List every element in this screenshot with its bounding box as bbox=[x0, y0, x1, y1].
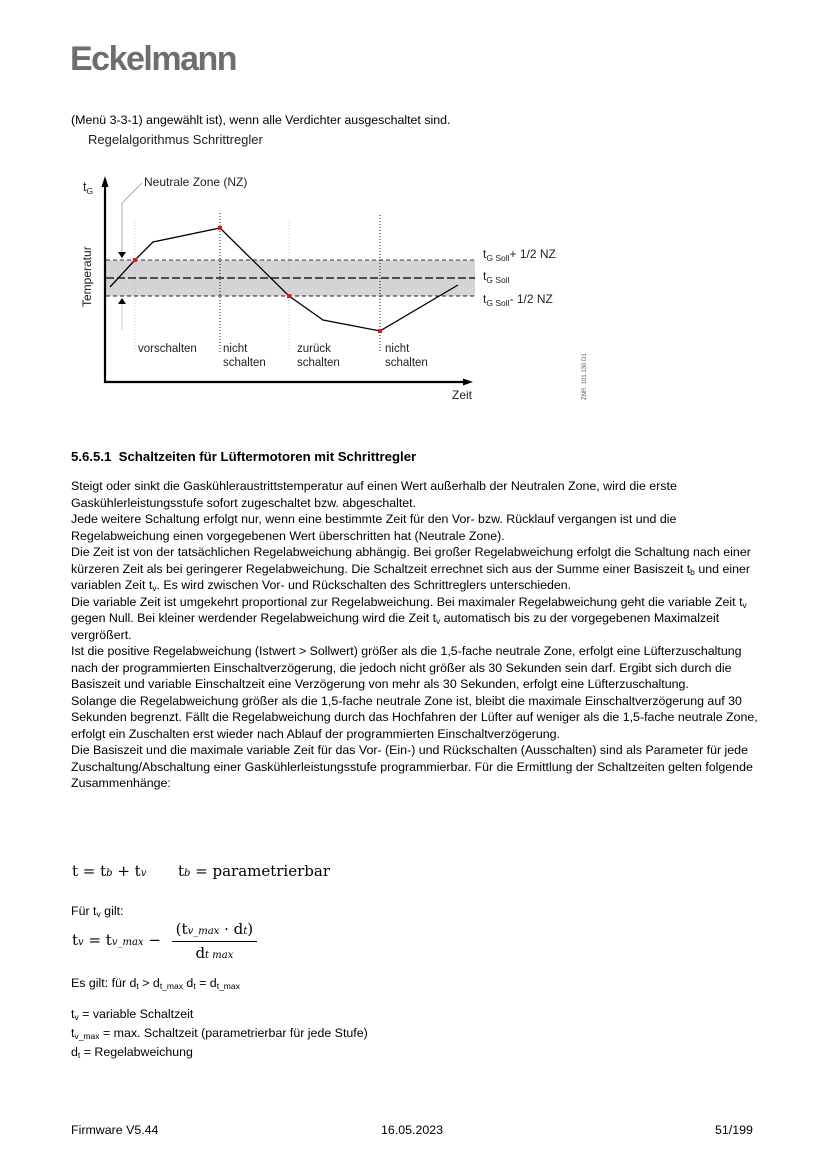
band-label-lower: $t_{G Soll}-$ 1/2 NZ bbox=[483, 292, 553, 308]
paragraph: Die Zeit ist von der tatsächlichen Regelabweichung abhängig. Bei großer Regelabweichung erfolgt die Schaltung nach einer kürzeren Zeit als bei geringerer Regelabweichung. Die Schaltzeit errechnet sich aus der Summe einer Basiszeit $t_b$ und einer variablen Zeit $t_v$. Es wird zwischen Vor- und Rückschalten des Schrittreglers unterschieden. bbox=[71, 545, 751, 593]
paragraph: Die Basiszeit und die maximale variable Zeit für das Vor- (Ein-) und Rückschalten (Ausschalten) sind als Parameter für jede Zuschaltung/Abschaltung einer Gaskühlerleistungsstufe programmierbar. Für die Ermittlung der Schaltzeiten gelten folgende Zusammenhänge: bbox=[71, 743, 753, 790]
phase-label-vorschalten: vorschalten bbox=[138, 343, 197, 355]
switch-point-marker bbox=[378, 329, 382, 333]
switch-point-marker bbox=[133, 258, 137, 262]
company-logo: Eckelmann bbox=[70, 40, 237, 78]
y-axis-symbol: $t_G$ bbox=[83, 180, 94, 196]
nz-leader-line bbox=[122, 183, 142, 258]
phase-label-nicht-schalten-2: nicht schalten bbox=[385, 343, 428, 369]
x-axis-label: Zeit bbox=[452, 388, 473, 402]
formula-condition: Es gilt: für $d_t > d_{t\_max}$ $d_t = d_{t\_max}$ bbox=[71, 976, 240, 991]
y-axis-label: Temperatur bbox=[80, 246, 94, 307]
y-axis-arrow-icon bbox=[102, 176, 109, 187]
intro-line: (Menü 3-3-1) angewählt ist), wenn alle Verdichter ausgeschaltet sind. bbox=[71, 113, 451, 127]
nz-arrow-down-icon bbox=[118, 252, 126, 258]
formula-variable-time: tv = tv_max − $\frac{(tv\_\max \cdot dt)}{\text{dt max}}$ bbox=[72, 920, 257, 962]
nz-arrow-up-icon bbox=[118, 298, 126, 304]
formula-total-time: t = tb + tv tb = parametrierbar bbox=[72, 862, 330, 880]
definition-item: $d_t$ = Regelabweichung bbox=[71, 1045, 193, 1060]
fraction: $\frac{(tv\_\max \cdot dt)}{\text{dt max}}$ bbox=[172, 920, 257, 962]
phase-label-zurueck-schalten: zurück schalten bbox=[297, 343, 340, 369]
section-title: Schaltzeiten für Lüftermotoren mit Schrittregler bbox=[118, 449, 417, 464]
band-label-upper: $t_{G Soll}+ 1/2$ NZ bbox=[483, 247, 556, 263]
switch-point-marker bbox=[218, 226, 222, 230]
footer-date: 16.05.2023 bbox=[381, 1123, 444, 1137]
body-text bbox=[71, 478, 761, 792]
paragraph: Jede weitere Schaltung erfolgt nur, wenn eine bestimmte Zeit für den Vor- bzw. Rücklauf vergangen ist und die Regelabweichung einen vorgegebenen Wert überschritten hat (Neutrale Zone). bbox=[71, 512, 677, 543]
drawing-id: ZNR. 101 130 D1 bbox=[582, 353, 588, 400]
footer-firmware: Firmware V5.44 bbox=[71, 1123, 159, 1137]
section-heading bbox=[71, 449, 416, 464]
definition-item: $t_v$ = variable Schaltzeit bbox=[71, 1007, 194, 1022]
definition-item: $t_{v\_max} = \max$. Schaltzeit (parametrierbar für jede Stufe) bbox=[71, 1026, 368, 1041]
x-axis-arrow-icon bbox=[463, 379, 473, 386]
formula-intro: Für $t_v$ gilt: bbox=[71, 904, 124, 919]
footer-page-number: 51/199 bbox=[715, 1123, 753, 1137]
switch-point-marker bbox=[287, 294, 291, 298]
paragraph: Solange die Regelabweichung größer als die 1,5-fache neutrale Zone ist, bleibt die maximale Einschaltverzögerung auf 30 Sekunden begrenzt. Fällt die Regelabweichung durch das Hochfahren der Lüfter auf weniger als die 1,5-fache neutrale Zone, erfolgt ein Zuschalten erst wieder nach Ablauf der programmierten Einschaltverzögerung. bbox=[71, 693, 758, 741]
paragraph: Steigt oder sinkt die Gaskühleraustrittstemperatur auf einen Wert außerhalb der Neutralen Zone, wird die erste Gaskühlerleistungsstufe sofort zugeschaltet bzw. abgeschaltet. bbox=[71, 479, 677, 510]
paragraph: Ist die positive Regelabweichung (Istwert > Sollwert) größer als die 1,5-fache neutrale Zone, erfolgt eine Lüfterzuschaltung nach der programmierten Einschaltverzögerung, die jedoch nicht größer als 30 Sekunden sein darf. Ergibt sich durch die Basiszeit und variable Einschaltzeit eine Verzögerung von mehr als 30 Sekunden, erfolgt eine Lüfterzuschaltung. bbox=[71, 644, 742, 691]
paragraph: Die variable Zeit ist umgekehrt proportional zur Regelabweichung. Bei maximaler Regelabweichung geht die variable Zeit $t_v$ gegen Null. Bei kleiner werdender Regelabweichung wird die Zeit $t_v$ automatisch bis zu der vorgegebenen Maximalzeit vergrößert. bbox=[71, 594, 747, 642]
figure-caption: Regelalgorithmus Schrittregler bbox=[88, 132, 263, 147]
band-label-center: $t_{G Soll}$ bbox=[483, 269, 510, 285]
section-number: 5.6.5.1 bbox=[71, 449, 112, 464]
phase-label-nicht-schalten-1: nicht schalten bbox=[223, 343, 266, 369]
nz-label: Neutrale Zone (NZ) bbox=[144, 175, 248, 189]
control-algorithm-diagram bbox=[0, 0, 827, 420]
